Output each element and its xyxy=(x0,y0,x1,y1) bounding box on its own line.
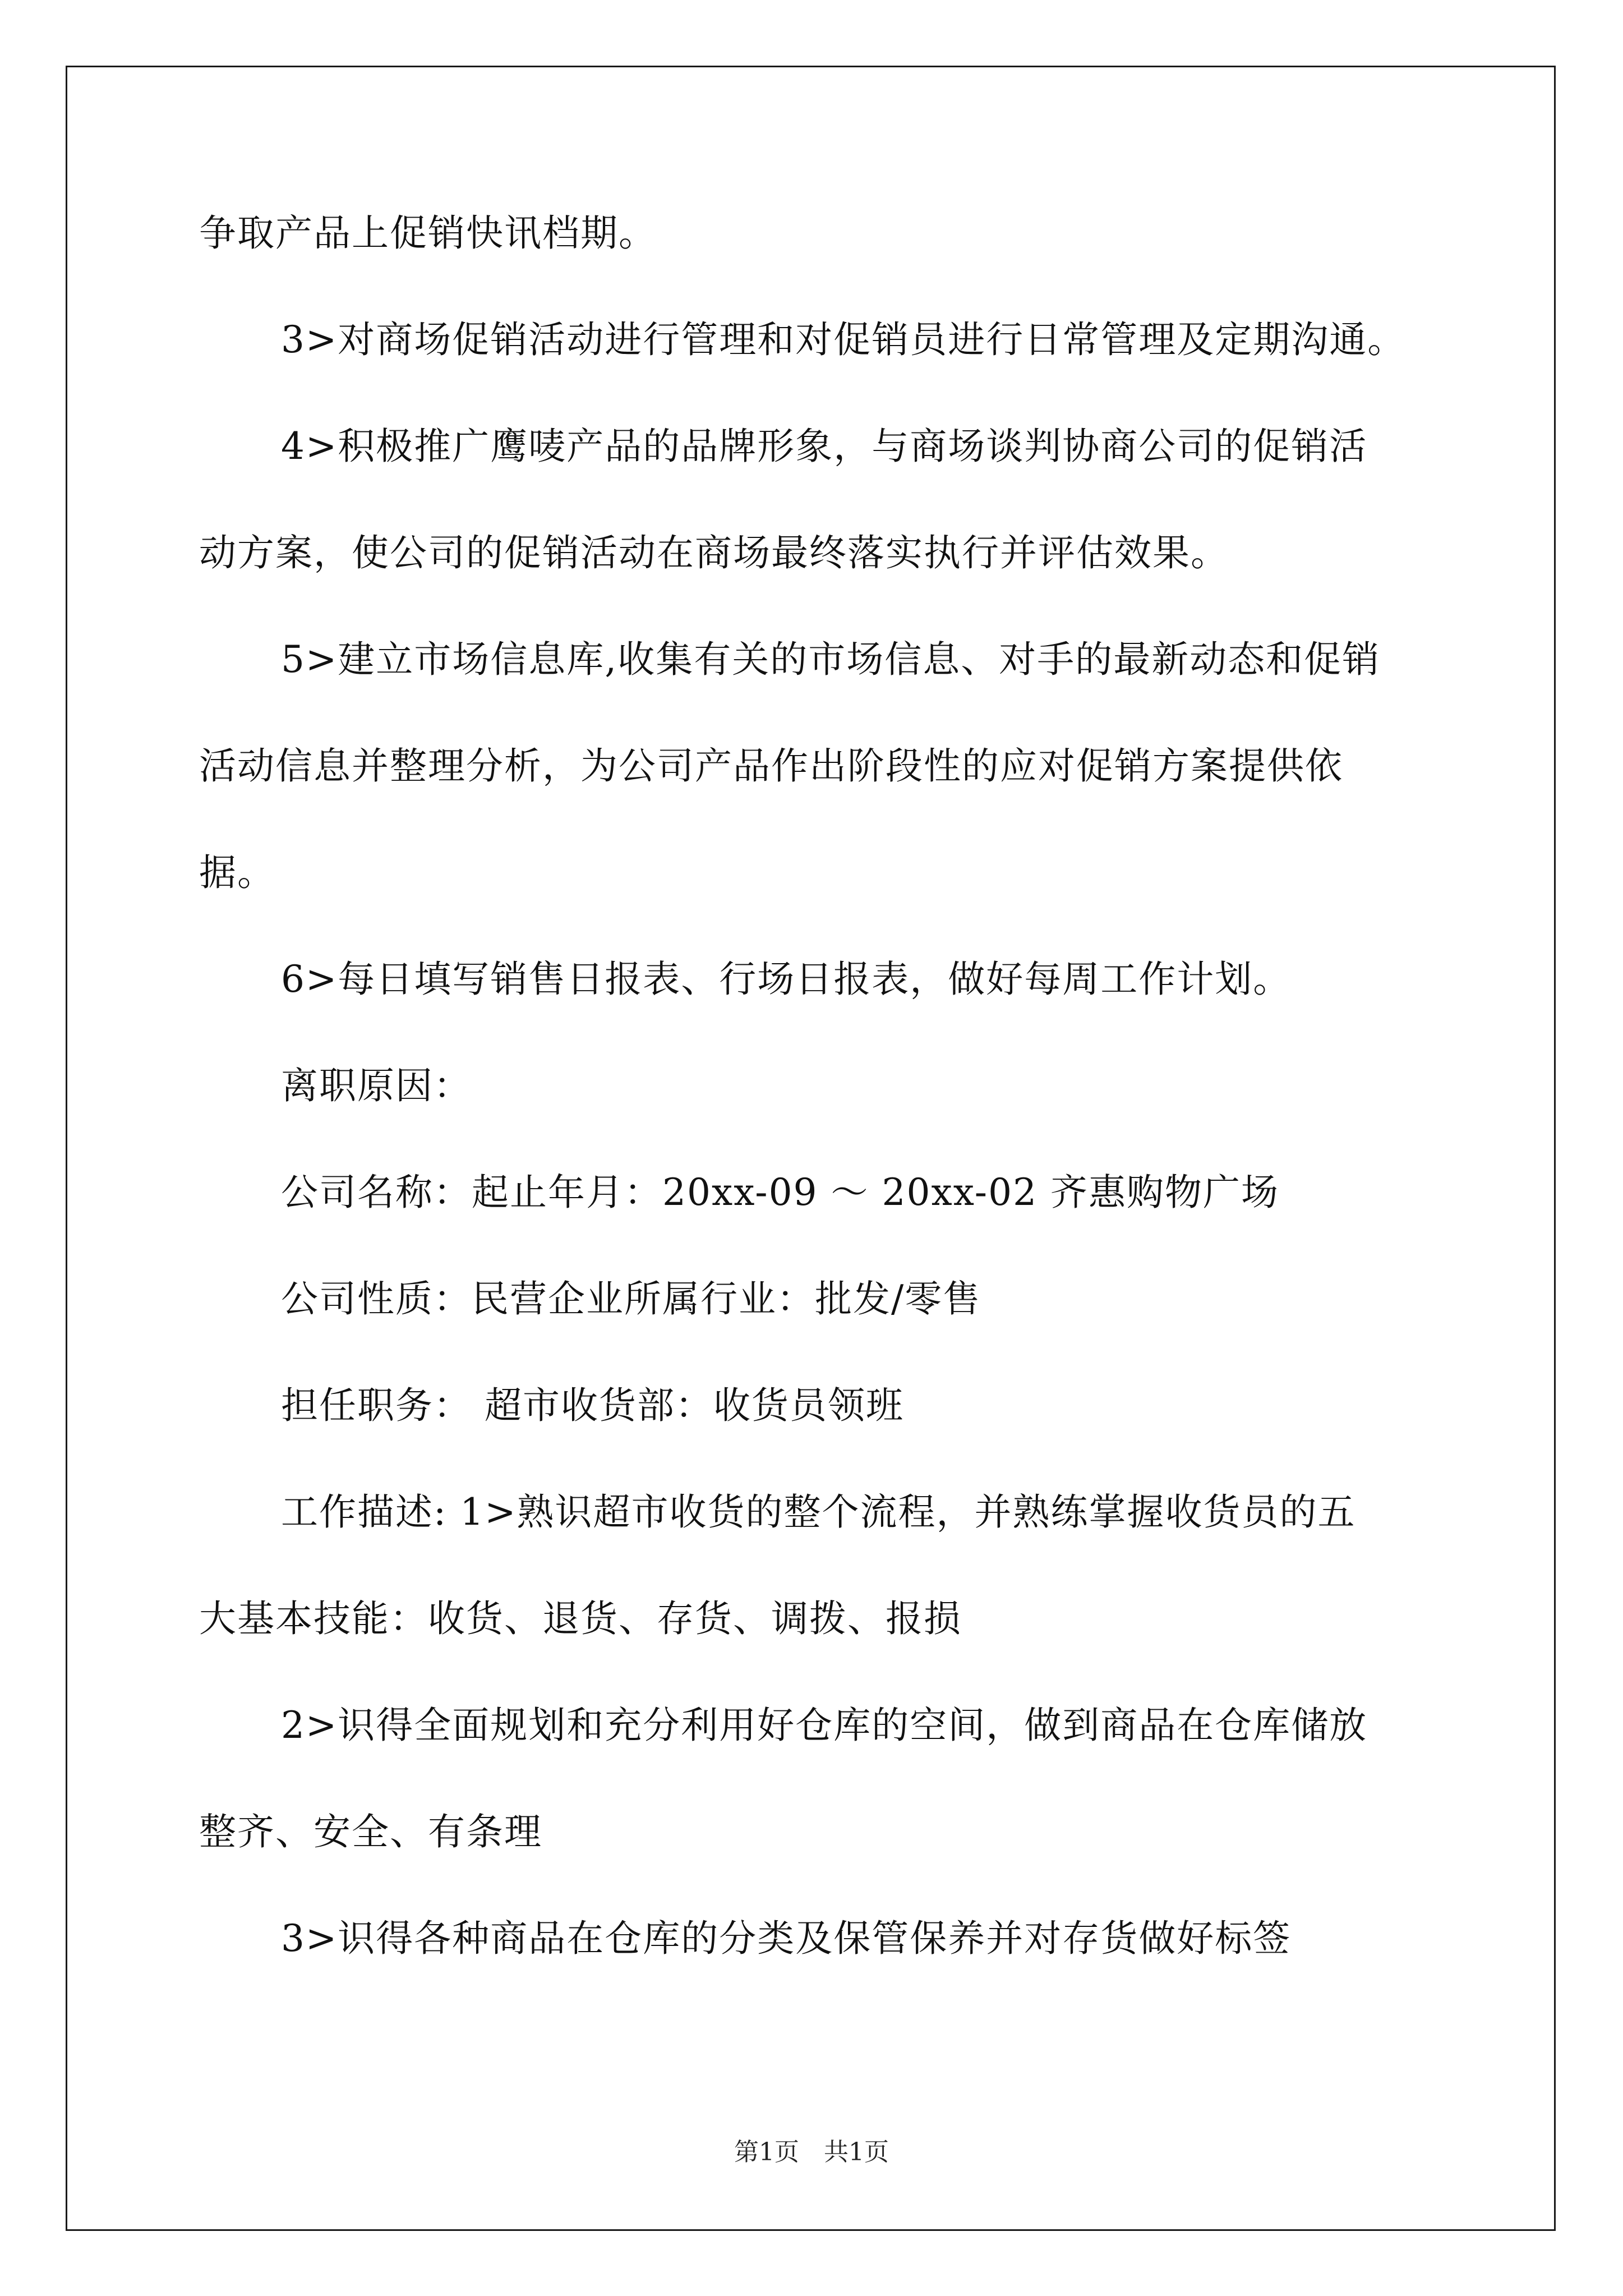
text-line: 据。 xyxy=(199,851,275,894)
page-number-footer: 第1页 共1页 xyxy=(734,2138,889,2166)
text-line: 离职原因： xyxy=(281,1064,472,1107)
text-line: 工作描述: 1>熟识超市收货的整个流程，并熟练掌握收货员的五 xyxy=(281,1490,1356,1534)
text-line: 2>识得全面规划和充分利用好仓库的空间，做到商品在仓库储放 xyxy=(281,1704,1368,1747)
text-line: 大基本技能：收货、退货、存货、调拨、报损 xyxy=(199,1597,962,1640)
text-line: 公司名称：起止年月：20xx-09 ～ 20xx-02 齐惠购物广场 xyxy=(281,1171,1280,1214)
text-line: 6>每日填写销售日报表、行场日报表，做好每周工作计划。 xyxy=(281,958,1292,1001)
text-line: 整齐、安全、有条理 xyxy=(199,1810,542,1853)
text-line: 公司性质：民营企业所属行业：批发/零售 xyxy=(281,1277,981,1320)
text-line: 5>建立市场信息库,收集有关的市场信息、对手的最新动态和促销 xyxy=(281,638,1381,681)
text-line: 3>对商场促销活动进行管理和对促销员进行日常管理及定期沟通。 xyxy=(281,318,1406,361)
text-line: 活动信息并整理分析，为公司产品作出阶段性的应对促销方案提供依 xyxy=(199,744,1343,788)
text-line: 动方案，使公司的促销活动在商场最终落实执行并评估效果。 xyxy=(199,531,1229,574)
text-line: 3>识得各种商品在仓库的分类及保管保养并对存货做好标签 xyxy=(281,1917,1292,1960)
document-body xyxy=(199,211,1433,2027)
text-line: 争取产品上促销快讯档期。 xyxy=(199,211,657,255)
text-line: 担任职务： 超市收货部：收货员领班 xyxy=(281,1384,904,1427)
text-line: 4>积极推广鹰唛产品的品牌形象，与商场谈判协商公司的促销活 xyxy=(281,425,1368,468)
